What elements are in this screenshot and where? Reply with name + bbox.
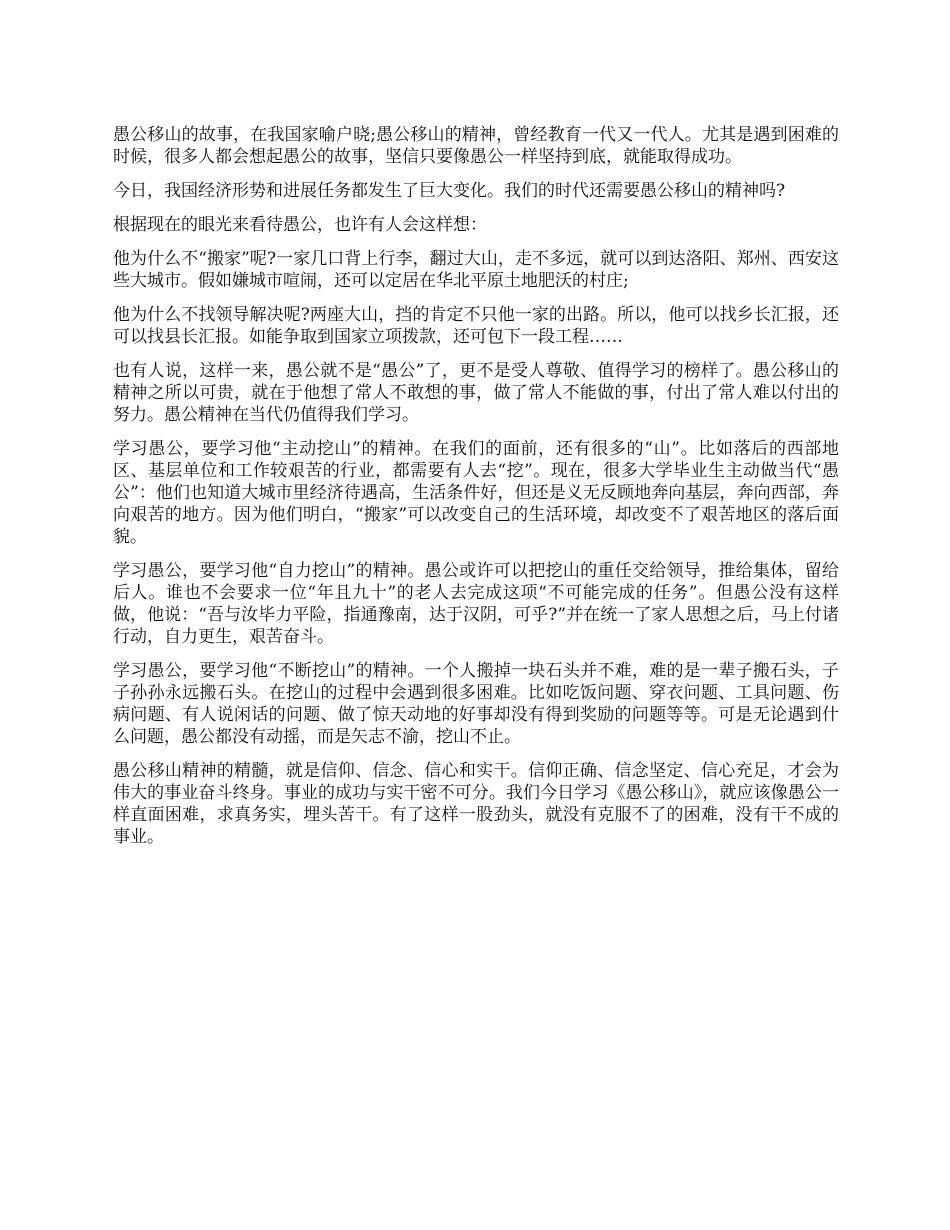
- paragraph-7: 学习愚公，要学习他“主动挖山”的精神。在我们的面前，还有很多的“山”。比如落后的西部地区、基层单位和工作较艰苦的行业，都需要有人去“挖”。现在，很多大学毕业生主动做当代“愚公”：他们也知道大城市里经济待遇高，生活条件好，但还是义无反顾地奔向基层，奔向西部，奔向艰苦的地方。因为他们明白，“搬家”可以改变自己的生活环境，却改变不了艰苦地区的落后面貌。: [113, 439, 839, 547]
- paragraph-9: 学习愚公，要学习他“不断挖山”的精神。一个人搬掉一块石头并不难，难的是一辈子搬石头，子子孙孙永远搬石头。在挖山的过程中会遇到很多困难。比如吃饭问题、穿衣问题、工具问题、伤病问题、有人说闲话的问题、做了惊天动地的好事却没有得到奖励的问题等等。可是无论遇到什么问题，愚公都没有动摇，而是矢志不渝，挖山不止。: [113, 661, 839, 747]
- paragraph-5: 他为什么不找领导解决呢?两座大山，挡的肯定不只他一家的出路。所以，他可以找乡长汇报，还可以找县长汇报。如能争取到国家立项拨款，还可包下一段工程……: [113, 305, 839, 347]
- paragraph-1: 愚公移山的故事，在我国家喻户晓;愚公移山的精神，曾经教育一代又一代人。尤其是遇到困难的时候，很多人都会想起愚公的故事，坚信只要像愚公一样坚持到底，就能取得成功。: [113, 125, 839, 167]
- document-body: [113, 124, 839, 860]
- paragraph-4: 他为什么不“搬家”呢?一家几口背上行李，翻过大山，走不多远，就可以到达洛阳、郑州、西安这些大城市。假如嫌城市喧闹，还可以定居在华北平原土地肥沃的村庄;: [113, 249, 839, 291]
- paragraph-2: 今日，我国经济形势和进展任务都发生了巨大变化。我们的时代还需要愚公移山的精神吗?: [113, 181, 786, 201]
- paragraph-8: 学习愚公，要学习他“自力挖山”的精神。愚公或许可以把挖山的重任交给领导，推给集体，留给后人。谁也不会要求一位“年且九十”的老人去完成这项“不可能完成的任务”。但愚公没有这样做，他说：“吾与汝毕力平险，指通豫南，达于汉阴，可乎?”并在统一了家人思想之后，马上付诸行动，自力更生，艰苦奋斗。: [113, 561, 839, 647]
- paragraph-6: 也有人说，这样一来，愚公就不是“愚公”了，更不是受人尊敬、值得学习的榜样了。愚公移山的精神之所以可贵，就在于他想了常人不敢想的事，做了常人不能做的事，付出了常人难以付出的努力。愚公精神在当代仍值得我们学习。: [113, 361, 839, 425]
- paragraph-3: 根据现在的眼光来看待愚公，也许有人会这样想：: [113, 215, 487, 235]
- paragraph-10: 愚公移山精神的精髓，就是信仰、信念、信心和实干。信仰正确、信念坚定、信心充足，才会为伟大的事业奋斗终身。事业的成功与实干密不可分。我们今日学习《愚公移山》，就应该像愚公一样直面困难，求真务实，埋头苦干。有了这样一股劲头，就没有克服不了的困难，没有干不成的事业。: [113, 761, 839, 847]
